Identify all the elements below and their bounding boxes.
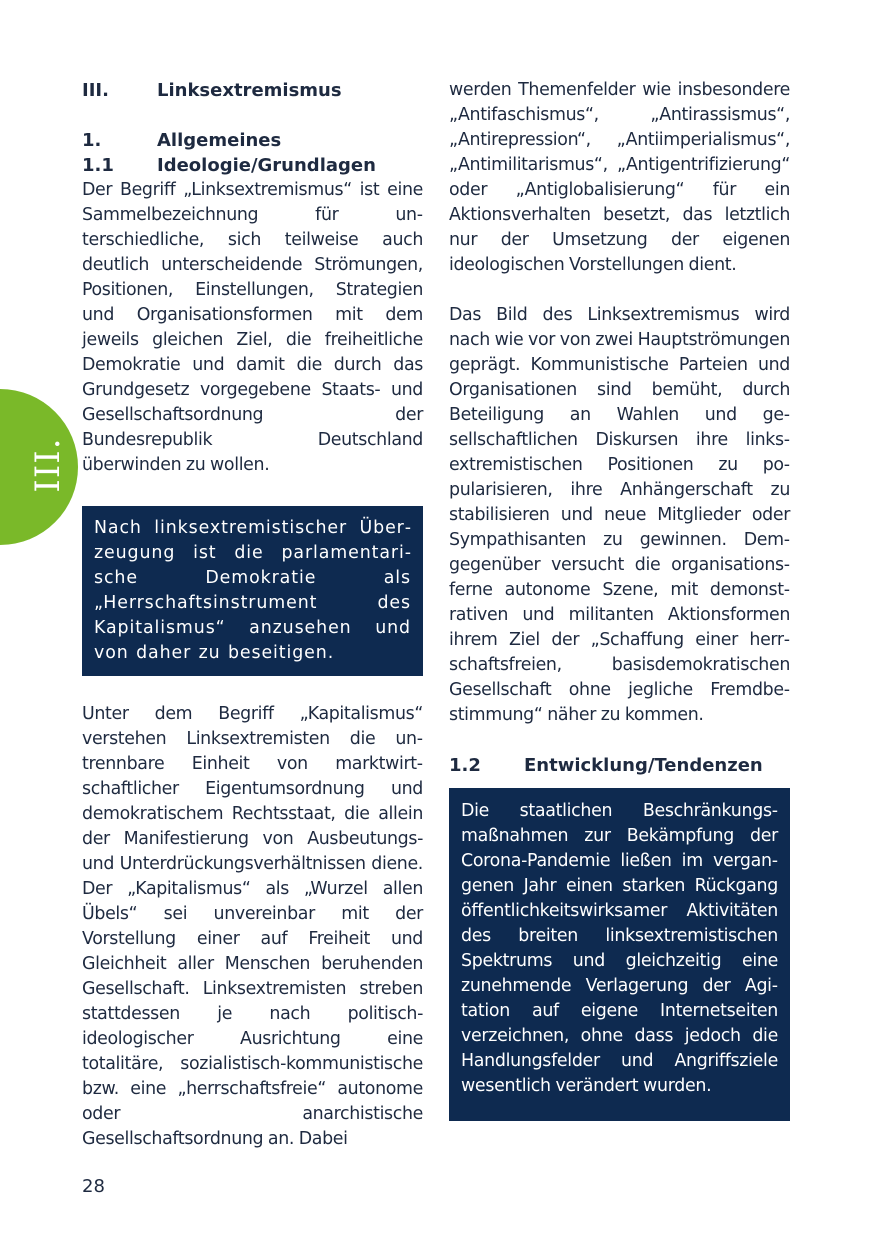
section-number: 1. bbox=[82, 130, 102, 151]
chapter-heading bbox=[82, 78, 423, 103]
subsection-title: Ideologie/Grundlagen bbox=[157, 155, 376, 176]
section-heading bbox=[82, 128, 423, 153]
subsection-title: Entwicklung/Tendenzen bbox=[524, 755, 763, 776]
subsection-number: 1.2 bbox=[449, 755, 481, 776]
paragraph-main-currents: Das Bild des Linksextremismus wird nach wie vor von zwei Hauptströmungen geprägt. Kommunistische Parteien und Organisationen sind bemüht, durch Beteiligung an Wahlen und gesellschaftlichen Diskursen ihre linksextremistischen Positionen zu popularisieren, ihre Anhängerschaft zu stabilisieren und neue Mitglieder oder Sympathisanten zu gewinnen. Demgegenüber versucht die organisationsferne autonome Szene, mit demonstrativen und militanten Aktionsformen ihrem Ziel der „Schaffung einer herrschaftsfreien, basisdemokratischen Gesellschaft ohne jegliche Fremdbestimmung“ näher zu kommen. bbox=[449, 305, 790, 725]
subsection-heading-1-1 bbox=[82, 153, 423, 178]
paragraph-definition: Der Begriff „Linksextremismus“ ist eine Sammelbezeichnung für unterschiedliche, sich teilweise auch deutlich unterscheidende Strömungen, Positionen, Einstellungen, Strategien und Organisationsformen mit dem jeweils gleichen Ziel, die freiheitliche Demokratie und damit die durch das Grundgesetz vorgegebene Staats- und Gesellschaftsordnung der Bundesrepublik Deutschland überwinden zu wollen. bbox=[82, 180, 423, 475]
paragraph-capitalism: Unter dem Begriff „Kapitalismus“ verstehen Linksextremisten die untrennbare Einheit von marktwirtschaftlicher Eigentumsordnung und demokratischem Rechtsstaat, die allein der Manifestierung von Ausbeutungs- und Unterdrückungsverhältnissen diene. Der „Kapitalismus“ als „Wurzel allen Übels“ sei unvereinbar mit der Vorstellung einer auf Freiheit und Gleichheit aller Menschen beruhenden Gesellschaft. Linksextremisten streben stattdessen je nach politisch-ideologischer Ausrichtung eine totalitäre, sozialistisch-kommunistische bzw. eine „herrschaftsfreie“ autonome oder anarchistische Gesellschaftsordnung an. Dabei bbox=[82, 704, 423, 1149]
chapter-side-tab-label: III. bbox=[28, 437, 68, 493]
page-number: 28 bbox=[82, 1176, 105, 1197]
subsection-heading-1-2 bbox=[449, 753, 790, 778]
section-title: Allgemeines bbox=[157, 130, 282, 151]
chapter-number: III. bbox=[82, 80, 109, 101]
highlight-box-text: Nach linksextremistischer Überzeugung ist die parlamentarische Demokratie als „Herrschaftsinstrument des Kapitalismus“ anzusehen und von daher zu beseitigen. bbox=[94, 518, 411, 663]
highlight-box-text: Die staatlichen Beschränkungsmaßnahmen zur Bekämpfung der Corona-Pandemie ließen im vergangenen Jahr einen starken Rückgang öffentlichkeitswirksamer Aktivitäten des breiten linksextremistischen Spektrums und gleichzeitig eine zunehmende Verlagerung der Agitation auf eigene Internetseiten verzeichnen, ohne dass jedoch die Handlungsfelder und Angriffsziele wesentlich verändert wurden. bbox=[461, 801, 778, 1096]
left-column bbox=[82, 78, 423, 1152]
highlight-box-development bbox=[449, 788, 790, 1121]
paragraph-topics: werden Themenfelder wie insbesondere „Antifaschismus“, „Antirassismus“, „Antirepression“, „Antiimperialismus“, „Antimilitarismus“, „Antigentrifizierung“ oder „Antiglobalisierung“ für ein Aktionsverhalten besetzt, das letztlich nur der Umsetzung der eigenen ideologischen Vorstellungen dient. bbox=[449, 80, 790, 275]
subsection-number: 1.1 bbox=[82, 155, 114, 176]
highlight-box-democracy bbox=[82, 506, 423, 676]
right-column bbox=[449, 78, 790, 1121]
chapter-title: Linksextremismus bbox=[157, 80, 342, 101]
